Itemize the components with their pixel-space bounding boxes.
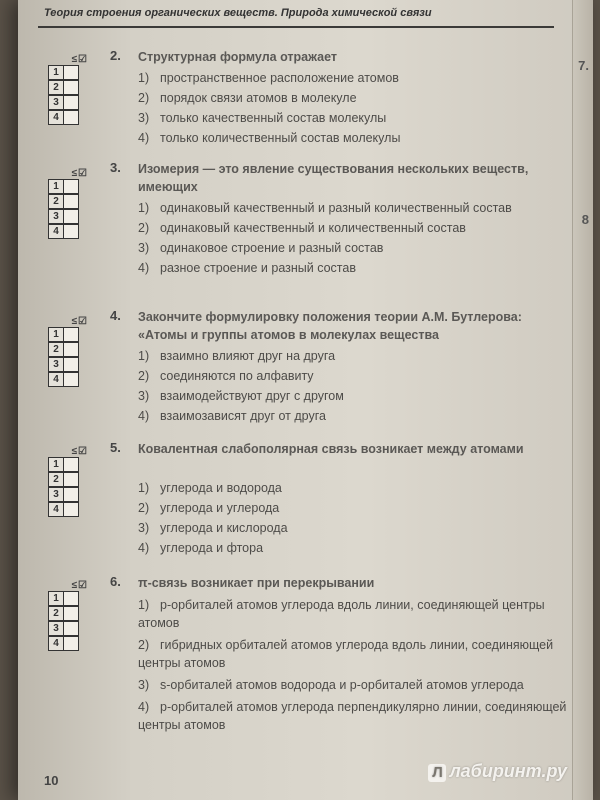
answer-checkbox[interactable] bbox=[64, 487, 79, 502]
question-4 bbox=[48, 308, 568, 428]
question-number: 5. bbox=[110, 440, 121, 455]
answer-grid: ≤ ☑ 1 2 3 4 bbox=[48, 316, 88, 387]
answer-checkbox[interactable] bbox=[64, 502, 79, 517]
option: 1) пространственное расположение атомов bbox=[138, 71, 399, 85]
question-stem: Закончите формулировку положения теории А.М. Бутлерова: «Атомы и группы атомов в молекулах вещества bbox=[138, 310, 522, 342]
answer-checkbox[interactable] bbox=[64, 327, 79, 342]
answer-checkbox[interactable] bbox=[64, 224, 79, 239]
labirint-logo-icon: Л bbox=[428, 764, 446, 782]
question-stem: Изомерия — это явление существования нескольких веществ, имеющих bbox=[138, 162, 529, 194]
options-list bbox=[138, 478, 568, 558]
option: 1) p-орбиталей атомов углерода вдоль линии, соединяющей центры атомов bbox=[138, 598, 545, 630]
question-stem: π-связь возникает при перекрывании bbox=[138, 576, 375, 590]
option: 4) взаимозависят друг от друга bbox=[138, 409, 326, 423]
answer-checkbox[interactable] bbox=[64, 457, 79, 472]
answer-checkbox[interactable] bbox=[64, 606, 79, 621]
answer-checkbox[interactable] bbox=[64, 65, 79, 80]
answer-grid: ≤ ☑ 1 2 3 4 bbox=[48, 54, 88, 125]
option: 3) взаимодействуют друг с другом bbox=[138, 389, 344, 403]
question-number: 6. bbox=[110, 574, 121, 589]
answer-checkbox[interactable] bbox=[64, 591, 79, 606]
option: 2) одинаковый качественный и количественный состав bbox=[138, 221, 466, 235]
question-3 bbox=[48, 160, 568, 300]
question-stem: Структурная формула отражает bbox=[138, 50, 337, 64]
watermark: Л лабиринт.ру bbox=[428, 761, 567, 782]
margin-number: 8 bbox=[581, 212, 589, 227]
answer-checkbox[interactable] bbox=[64, 209, 79, 224]
book-page bbox=[18, 0, 593, 800]
option: 3) одинаковое строение и разный состав bbox=[138, 241, 384, 255]
option: 2) соединяются по алфавиту bbox=[138, 369, 314, 383]
answer-checkbox[interactable] bbox=[64, 636, 79, 651]
answer-checkbox[interactable] bbox=[64, 357, 79, 372]
question-number: 3. bbox=[110, 160, 121, 175]
option: 4) p-орбиталей атомов углерода перпендикулярно линии, соединяющей центры атомов bbox=[138, 700, 567, 732]
option: 2) гибридных орбиталей атомов углерода вдоль линии, соединяющей центры атомов bbox=[138, 638, 554, 670]
option: 1) взаимно влияют друг на друга bbox=[138, 349, 336, 363]
page-edge bbox=[572, 0, 593, 800]
question-5 bbox=[48, 440, 568, 560]
option: 4) разное строение и разный состав bbox=[138, 261, 356, 275]
answer-checkbox[interactable] bbox=[64, 179, 79, 194]
options-list bbox=[138, 596, 568, 734]
question-2 bbox=[48, 48, 568, 148]
question-stem: Ковалентная слабополярная связь возникает между атомами bbox=[138, 442, 524, 456]
option: 2) порядок связи атомов в молекуле bbox=[138, 91, 357, 105]
answer-checkbox[interactable] bbox=[64, 110, 79, 125]
answer-checkbox[interactable] bbox=[64, 194, 79, 209]
answer-grid: ≤ ☑ 1 2 3 4 bbox=[48, 580, 88, 651]
option: 3) углерода и кислорода bbox=[138, 521, 288, 535]
option: 3) только качественный состав молекулы bbox=[138, 111, 387, 125]
option: 3) s-орбиталей атомов водорода и p-орбиталей атомов углерода bbox=[138, 678, 524, 692]
answer-checkbox[interactable] bbox=[64, 80, 79, 95]
margin-number: 7. bbox=[578, 58, 589, 73]
answer-checkbox[interactable] bbox=[64, 621, 79, 636]
option: 1) углерода и водорода bbox=[138, 481, 282, 495]
question-number: 4. bbox=[110, 308, 121, 323]
grid-header: ≤ ☑ bbox=[71, 54, 86, 65]
answer-grid: ≤ ☑ 1 2 3 4 bbox=[48, 168, 88, 239]
option: 4) углерода и фтора bbox=[138, 541, 264, 555]
options-list bbox=[138, 346, 568, 426]
options-list bbox=[138, 198, 568, 278]
page-number: 10 bbox=[44, 773, 59, 788]
page-header: Теория строения органических веществ. Природа химической связи bbox=[38, 0, 554, 28]
answer-checkbox[interactable] bbox=[64, 372, 79, 387]
option: 1) одинаковый качественный и разный количественный состав bbox=[138, 201, 512, 215]
options-list bbox=[138, 68, 568, 148]
option: 4) только количественный состав молекулы bbox=[138, 131, 401, 145]
answer-checkbox[interactable] bbox=[64, 342, 79, 357]
question-6 bbox=[48, 574, 568, 774]
answer-checkbox[interactable] bbox=[64, 472, 79, 487]
question-number: 2. bbox=[110, 48, 121, 63]
option: 2) углерода и углерода bbox=[138, 501, 280, 515]
answer-grid: ≤ ☑ 1 2 3 4 bbox=[48, 446, 88, 517]
answer-checkbox[interactable] bbox=[64, 95, 79, 110]
